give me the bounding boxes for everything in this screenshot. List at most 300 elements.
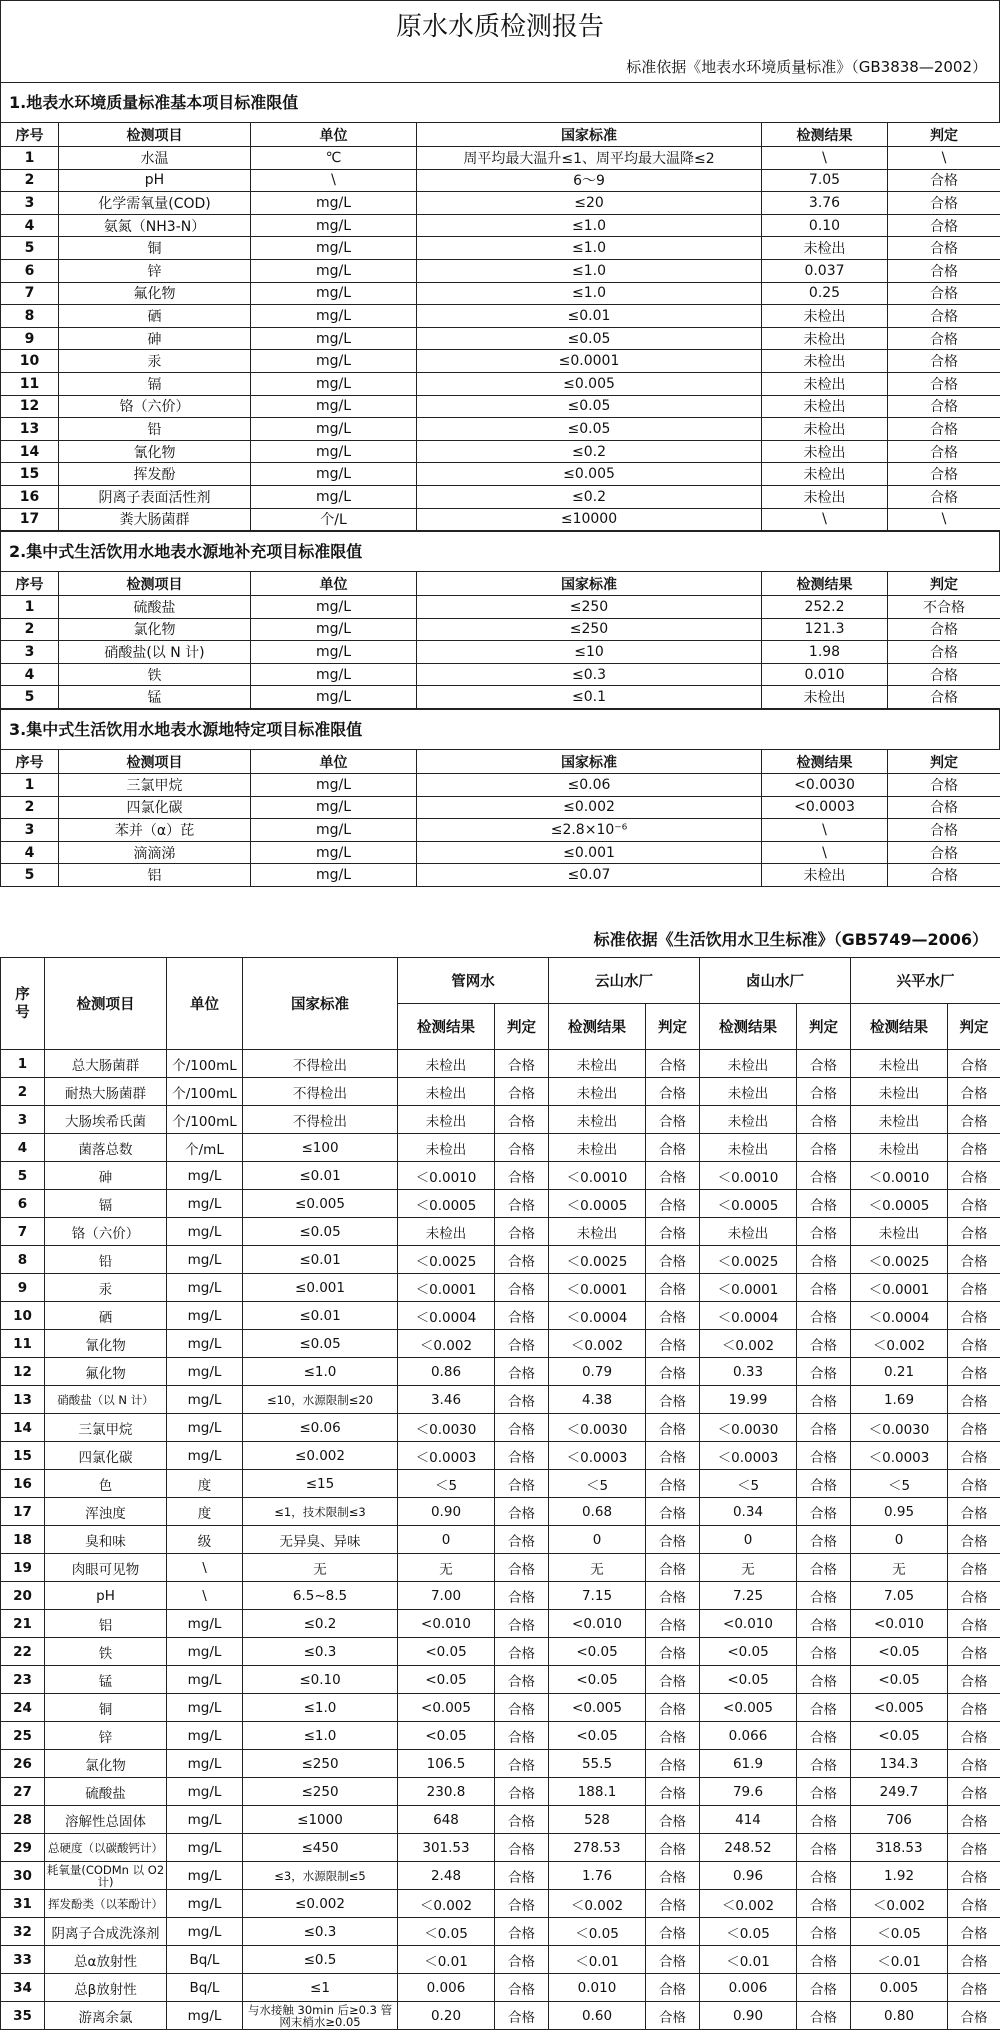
table-cell: ≤0.05 <box>243 1218 398 1246</box>
table-cell: 合格 <box>495 1134 549 1162</box>
table-cell: 合格 <box>888 841 1000 864</box>
table-cell: 铜 <box>45 1694 167 1722</box>
table-cell: 0.006 <box>700 1974 797 2002</box>
table-cell: 0.95 <box>851 1498 948 1526</box>
table-cell: 合格 <box>797 1358 851 1386</box>
table-cell: ＜5 <box>851 1470 948 1498</box>
subheader-judge: 判定 <box>495 1004 549 1050</box>
table-cell: 27 <box>1 1778 45 1806</box>
table-cell: 未检出 <box>398 1106 495 1134</box>
table-cell: mg/L <box>251 663 417 686</box>
table-cell: 无 <box>851 1554 948 1582</box>
table-cell: 未检出 <box>700 1218 797 1246</box>
table-cell: ＜0.01 <box>851 1946 948 1974</box>
table-cell: 合格 <box>495 1414 549 1442</box>
header-item: 检测项目 <box>59 572 251 596</box>
table-cell: 合格 <box>646 1806 700 1834</box>
header-judge: 判定 <box>888 750 1000 774</box>
header-std: 国家标准 <box>417 750 762 774</box>
table-cell: 648 <box>398 1806 495 1834</box>
table-cell: 9 <box>1 1274 45 1302</box>
table-cell: ≤3，水源限制≤5 <box>243 1862 398 1890</box>
header-std: 国家标准 <box>417 572 762 596</box>
table-cell: mg/L <box>167 1722 243 1750</box>
table-cell: ≤1.0 <box>417 259 762 282</box>
table-cell: ＜0.002 <box>700 1330 797 1358</box>
table-cell: ≤0.2 <box>417 440 762 463</box>
table-row <box>1 372 1000 395</box>
table-cell: ≤0.2 <box>243 1610 398 1638</box>
table-cell: ≤100 <box>243 1134 398 1162</box>
table-cell: 0.25 <box>762 282 888 305</box>
table-cell: mg/L <box>167 1694 243 1722</box>
table-cell: mg/L <box>167 1414 243 1442</box>
table-cell: 合格 <box>888 485 1000 508</box>
table-cell: 3.76 <box>762 192 888 215</box>
table-cell: 氨氮（NH3-N） <box>59 214 251 237</box>
table-cell: 合格 <box>948 1722 1000 1750</box>
table-cell: 合格 <box>948 1190 1000 1218</box>
table-cell: 12 <box>1 395 59 418</box>
table-cell: 未检出 <box>851 1134 948 1162</box>
standard-basis-gb5749: 标准依据《生活饮用水卫生标准》（GB5749—2006） <box>593 930 988 950</box>
table-cell: 合格 <box>495 2002 549 2030</box>
table-cell: <0.0003 <box>762 796 888 819</box>
table-cell: ≤0.06 <box>243 1414 398 1442</box>
table-cell: 合格 <box>948 2002 1000 2030</box>
table-cell: 未检出 <box>851 1050 948 1078</box>
table-cell: ＜0.0003 <box>549 1442 646 1470</box>
table-cell: 氰化物 <box>59 440 251 463</box>
table-cell: 未检出 <box>398 1218 495 1246</box>
table-cell: ≤0.01 <box>417 305 762 328</box>
header-result: 检测结果 <box>762 750 888 774</box>
table-cell: 1 <box>1 1050 45 1078</box>
table-row <box>1 350 1000 373</box>
table-cell: 合格 <box>948 1470 1000 1498</box>
table-cell: 29 <box>1 1834 45 1862</box>
table-row <box>1 1274 1000 1302</box>
table-cell: 55.5 <box>549 1750 646 1778</box>
table-cell: 合格 <box>797 1834 851 1862</box>
table-cell: 6 <box>1 259 59 282</box>
table-cell: 合格 <box>797 1946 851 1974</box>
table-cell: 合格 <box>495 1778 549 1806</box>
table-cell: 硒 <box>45 1302 167 1330</box>
table-cell: <0.05 <box>851 1638 948 1666</box>
header-unit: 单位 <box>251 123 417 147</box>
table-cell: 合格 <box>495 1890 549 1918</box>
table-cell: 合格 <box>646 1246 700 1274</box>
table-cell: 合格 <box>797 1498 851 1526</box>
table-cell: 79.6 <box>700 1778 797 1806</box>
table-cell: 合格 <box>888 395 1000 418</box>
table-row <box>1 1582 1000 1610</box>
table-cell: 与水接触 30min 后≥0.3 管网末梢水≥0.05 <box>243 2002 398 2030</box>
table-header-row <box>1 958 1000 1004</box>
table-cell: ≤250 <box>417 596 762 619</box>
table-cell: ＜0.002 <box>398 1890 495 1918</box>
table-cell: mg/L <box>167 1358 243 1386</box>
table-cell: 合格 <box>797 1666 851 1694</box>
table-cell: mg/L <box>167 1218 243 1246</box>
table-cell: 0.066 <box>700 1722 797 1750</box>
table-cell: 未检出 <box>762 440 888 463</box>
table-cell: 8 <box>1 1246 45 1274</box>
table-cell: 合格 <box>888 440 1000 463</box>
table-cell: ≤10000 <box>417 508 762 531</box>
table-cell: 镉 <box>45 1190 167 1218</box>
table-cell: 0.79 <box>549 1358 646 1386</box>
table-row <box>1 1218 1000 1246</box>
table-cell: 414 <box>700 1806 797 1834</box>
table-cell: 氰化物 <box>45 1330 167 1358</box>
table-cell: 合格 <box>646 1386 700 1414</box>
table-cell: 3.46 <box>398 1386 495 1414</box>
table-cell: 砷 <box>45 1162 167 1190</box>
table-cell: mg/L <box>251 864 417 887</box>
table-cell: 合格 <box>948 1162 1000 1190</box>
table-cell: 周平均最大温升≤1、周平均最大温降≤2 <box>417 147 762 170</box>
table-cell: 合格 <box>495 1470 549 1498</box>
table-cell: 合格 <box>646 1050 700 1078</box>
table-cell: 0.80 <box>851 2002 948 2030</box>
table-row <box>1 1638 1000 1666</box>
header-result: 检测结果 <box>762 572 888 596</box>
table-cell: ＜0.0025 <box>398 1246 495 1274</box>
table-cell: 个/100mL <box>167 1050 243 1078</box>
table-cell: 8 <box>1 305 59 328</box>
table-cell: 合格 <box>797 1302 851 1330</box>
table-cell: 合格 <box>797 1386 851 1414</box>
table-cell: pH <box>59 169 251 192</box>
table-cell: mg/L <box>167 2002 243 2030</box>
table-cell: 未检出 <box>762 237 888 260</box>
table-row <box>1 214 1000 237</box>
table-cell: 10 <box>1 1302 45 1330</box>
table-cell: ≤0.06 <box>417 774 762 797</box>
table-cell: 合格 <box>646 1274 700 1302</box>
table-cell: ＜0.0010 <box>851 1162 948 1190</box>
table-cell: 合格 <box>646 1414 700 1442</box>
table-cell: 阴离子表面活性剂 <box>59 485 251 508</box>
table-cell: 合格 <box>646 1134 700 1162</box>
table-cell: 14 <box>1 440 59 463</box>
table-cell: 合格 <box>495 1302 549 1330</box>
table-cell: ≤0.005 <box>417 372 762 395</box>
table-cell: mg/L <box>251 641 417 664</box>
table-cell: mg/L <box>251 596 417 619</box>
table-cell: 合格 <box>495 1050 549 1078</box>
table-cell: 氟化物 <box>45 1358 167 1386</box>
header-std: 国家标准 <box>417 123 762 147</box>
table-cell: ≤0.005 <box>243 1190 398 1218</box>
table-cell: 铝 <box>45 1610 167 1638</box>
table-cell: 25 <box>1 1722 45 1750</box>
table-cell: 19.99 <box>700 1386 797 1414</box>
table-cell: 氟化物 <box>59 282 251 305</box>
table-cell: 硒 <box>59 305 251 328</box>
table-cell: 0.60 <box>549 2002 646 2030</box>
table-cell: 合格 <box>495 1638 549 1666</box>
table-row <box>1 1358 1000 1386</box>
table-row <box>1 508 1000 531</box>
subheader-judge: 判定 <box>797 1004 851 1050</box>
table-cell: 0.037 <box>762 259 888 282</box>
table-cell: mg/L <box>167 1330 243 1358</box>
subheader-result: 检测结果 <box>700 1004 797 1050</box>
table-row <box>1 1442 1000 1470</box>
table-cell: 合格 <box>495 1722 549 1750</box>
header-no: 序号 <box>1 123 59 147</box>
table-cell: ≤0.002 <box>243 1442 398 1470</box>
table-row <box>1 1750 1000 1778</box>
table-cell: ≤0.002 <box>417 796 762 819</box>
table-cell: 7.00 <box>398 1582 495 1610</box>
table-cell: ＜0.0001 <box>398 1274 495 1302</box>
table-cell: mg/L <box>251 819 417 842</box>
table-cell: 臭和味 <box>45 1526 167 1554</box>
table-cell: mg/L <box>251 350 417 373</box>
table-cell: 4.38 <box>549 1386 646 1414</box>
subheader-judge: 判定 <box>948 1004 1000 1050</box>
table-cell: 合格 <box>797 1750 851 1778</box>
table-cell: 0.90 <box>700 2002 797 2030</box>
table-cell: 合格 <box>797 1106 851 1134</box>
table-row <box>1 618 1000 641</box>
table-cell: 4 <box>1 1134 45 1162</box>
table-cell: mg/L <box>167 1274 243 1302</box>
table-cell: 21 <box>1 1610 45 1638</box>
table-cell: 合格 <box>646 1918 700 1946</box>
table-cell: mg/L <box>167 1162 243 1190</box>
table-cell: 7 <box>1 1218 45 1246</box>
table-cell: 四氯化碳 <box>45 1442 167 1470</box>
table-cell: 合格 <box>646 1078 700 1106</box>
table-cell: 6.5~8.5 <box>243 1582 398 1610</box>
table-cell: 合格 <box>948 1218 1000 1246</box>
table-cell: ＜0.01 <box>398 1946 495 1974</box>
table-cell: 3 <box>1 641 59 664</box>
table-cell: 合格 <box>797 1862 851 1890</box>
table-row <box>1 1050 1000 1078</box>
table-cell: 合格 <box>495 1386 549 1414</box>
table-cell: ＜0.01 <box>700 1946 797 1974</box>
table-cell: ≤10 <box>417 641 762 664</box>
table-cell: <0.005 <box>398 1694 495 1722</box>
section3-table <box>0 749 1000 887</box>
table-cell: 252.2 <box>762 596 888 619</box>
table-row <box>1 796 1000 819</box>
table-cell: ≤0.3 <box>417 663 762 686</box>
table-row <box>1 192 1000 215</box>
header-item: 检测项目 <box>59 123 251 147</box>
table-cell: 合格 <box>888 192 1000 215</box>
table-cell: ≤0.01 <box>243 1162 398 1190</box>
table-cell: 合格 <box>948 1526 1000 1554</box>
table-row <box>1 1106 1000 1134</box>
table-cell: 0.96 <box>700 1862 797 1890</box>
table-cell: 铬（六价） <box>45 1218 167 1246</box>
table-cell: 合格 <box>646 1162 700 1190</box>
table-cell: <0.0030 <box>762 774 888 797</box>
table-cell: ≤250 <box>243 1750 398 1778</box>
table-cell: 合格 <box>797 1722 851 1750</box>
table-cell: 0.33 <box>700 1358 797 1386</box>
table-cell: 未检出 <box>549 1050 646 1078</box>
table-cell: 合格 <box>646 1722 700 1750</box>
table-cell: 合格 <box>646 1358 700 1386</box>
table-cell: 未检出 <box>762 350 888 373</box>
table-cell: 肉眼可见物 <box>45 1554 167 1582</box>
table-cell: mg/L <box>251 440 417 463</box>
table-cell: 铁 <box>45 1638 167 1666</box>
table-cell: 无异臭、异味 <box>243 1526 398 1554</box>
table-cell: \ <box>762 841 888 864</box>
header-judge: 判定 <box>888 572 1000 596</box>
table-cell: ≤0.3 <box>243 1638 398 1666</box>
table-cell: 合格 <box>888 372 1000 395</box>
table-cell: 合格 <box>948 1050 1000 1078</box>
table-cell: mg/L <box>167 1246 243 1274</box>
table-cell: 合格 <box>888 418 1000 441</box>
table-cell: 7.15 <box>549 1582 646 1610</box>
table-cell: 铅 <box>45 1246 167 1274</box>
table-cell: ＜0.0030 <box>700 1414 797 1442</box>
table-cell: 合格 <box>888 686 1000 709</box>
table-cell: 铬（六价） <box>59 395 251 418</box>
table-cell: <0.05 <box>398 1722 495 1750</box>
table-cell: ＜5 <box>700 1470 797 1498</box>
table-cell: ＜0.0030 <box>549 1414 646 1442</box>
table-cell: 合格 <box>495 1106 549 1134</box>
table-cell: 1.76 <box>549 1862 646 1890</box>
table-cell: 4 <box>1 214 59 237</box>
table-cell: ≤0.0001 <box>417 350 762 373</box>
table-cell: mg/L <box>251 774 417 797</box>
table-cell: 合格 <box>797 1778 851 1806</box>
table-cell: mg/L <box>251 686 417 709</box>
table-cell: ＜0.0004 <box>851 1302 948 1330</box>
table-cell: ＜0.0010 <box>549 1162 646 1190</box>
table-cell: Bq/L <box>167 1974 243 2002</box>
table-cell: 铁 <box>59 663 251 686</box>
table-cell: 硫酸盐 <box>45 1778 167 1806</box>
table-cell: 合格 <box>646 1330 700 1358</box>
table-cell: 耐热大肠菌群 <box>45 1078 167 1106</box>
table-row <box>1 686 1000 709</box>
table-cell: mg/L <box>251 618 417 641</box>
table-cell: 合格 <box>797 1890 851 1918</box>
table-cell: 合格 <box>888 214 1000 237</box>
table-cell: 无 <box>549 1554 646 1582</box>
table-cell: mg/L <box>167 1638 243 1666</box>
table-cell: 合格 <box>888 237 1000 260</box>
table-cell: 0.90 <box>398 1498 495 1526</box>
table-cell: ＜0.05 <box>700 1918 797 1946</box>
table-cell: <0.05 <box>851 1666 948 1694</box>
table-cell: 32 <box>1 1918 45 1946</box>
table-cell: 合格 <box>797 1218 851 1246</box>
table-cell: 合格 <box>646 1750 700 1778</box>
table-cell: 未检出 <box>398 1050 495 1078</box>
table-cell: ＜0.0005 <box>398 1190 495 1218</box>
table-cell: mg/L <box>251 237 417 260</box>
table-cell: 706 <box>851 1806 948 1834</box>
table-cell: 13 <box>1 1386 45 1414</box>
table-cell: 合格 <box>948 1106 1000 1134</box>
table-cell: 未检出 <box>762 372 888 395</box>
table-cell: ＜0.0004 <box>549 1302 646 1330</box>
table-row <box>1 1666 1000 1694</box>
table-cell: 0.10 <box>762 214 888 237</box>
table-cell: ≤0.07 <box>417 864 762 887</box>
table-cell: 未检出 <box>700 1106 797 1134</box>
table-cell: 合格 <box>948 1498 1000 1526</box>
table-cell: 61.9 <box>700 1750 797 1778</box>
table-cell: 合格 <box>797 1246 851 1274</box>
table-row <box>1 1246 1000 1274</box>
table-cell: ≤0.05 <box>417 395 762 418</box>
table-cell: ＜0.0001 <box>851 1274 948 1302</box>
table-cell: 0.010 <box>549 1974 646 2002</box>
table-cell: 不合格 <box>888 596 1000 619</box>
table-cell: 0 <box>549 1526 646 1554</box>
table-cell: 合格 <box>646 1862 700 1890</box>
table-cell: 2.48 <box>398 1862 495 1890</box>
table-row <box>1 1778 1000 1806</box>
table-cell: ≤1.0 <box>243 1358 398 1386</box>
section2-table <box>0 571 1000 709</box>
table-cell: \ <box>167 1554 243 1582</box>
table-cell: 未检出 <box>700 1078 797 1106</box>
table-cell: 个/L <box>251 508 417 531</box>
table-cell: ＜0.002 <box>549 1890 646 1918</box>
table-cell: 合格 <box>646 1582 700 1610</box>
table-cell: 合格 <box>495 1694 549 1722</box>
table-row <box>1 1834 1000 1862</box>
table-cell: ≤250 <box>243 1778 398 1806</box>
table-cell: 35 <box>1 2002 45 2030</box>
table-cell: 合格 <box>646 1890 700 1918</box>
table-cell: 未检出 <box>700 1050 797 1078</box>
table-cell: 合格 <box>797 1078 851 1106</box>
table-cell: mg/L <box>251 796 417 819</box>
table-cell: 3 <box>1 1106 45 1134</box>
table-cell: mg/L <box>167 1190 243 1218</box>
table-cell: mg/L <box>251 372 417 395</box>
table-cell: 硝酸盐(以 N 计) <box>59 641 251 664</box>
table-cell: ＜0.0030 <box>398 1414 495 1442</box>
table-cell: 溶解性总固体 <box>45 1806 167 1834</box>
table-cell: 合格 <box>797 1610 851 1638</box>
table-cell: 16 <box>1 1470 45 1498</box>
table-cell: 合格 <box>948 1078 1000 1106</box>
table-cell: mg/L <box>167 1386 243 1414</box>
table-cell: ≤1.0 <box>243 1722 398 1750</box>
table-cell: 合格 <box>495 1946 549 1974</box>
table-cell: 合格 <box>888 641 1000 664</box>
table-cell: 大肠埃希氏菌 <box>45 1106 167 1134</box>
table-cell: 合格 <box>495 1358 549 1386</box>
table-cell: ≤1.0 <box>417 214 762 237</box>
table-cell: 合格 <box>646 1778 700 1806</box>
table-cell: ＜0.0005 <box>549 1190 646 1218</box>
subheader-result: 检测结果 <box>549 1004 646 1050</box>
table-cell: ＜0.05 <box>398 1918 495 1946</box>
table-cell: 合格 <box>797 1162 851 1190</box>
table-cell: 未检出 <box>549 1106 646 1134</box>
